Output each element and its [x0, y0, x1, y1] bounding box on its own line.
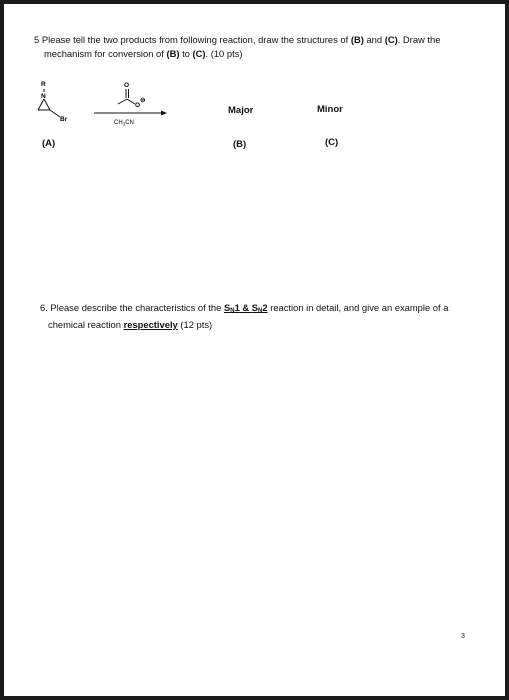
atom-r: R — [41, 81, 46, 88]
q5-ref-c: (C) — [384, 34, 398, 45]
q6-text: 6. Please describe the characteristics of the — [40, 302, 224, 313]
q6-line-2 — [40, 318, 480, 332]
q5-text-and: and — [363, 34, 385, 45]
q5-text-points: . (10 pts) — [205, 48, 243, 59]
label-b: (B) — [233, 139, 247, 150]
label-c: (C) — [325, 137, 339, 148]
minor-label: Minor — [317, 104, 343, 115]
q6-text-2: chemical reaction — [48, 319, 124, 330]
atom-br: Br — [60, 116, 68, 123]
atom-n: N — [41, 93, 46, 100]
q5-text: 5 Please tell the two products from following reaction, draw the structures of — [34, 34, 351, 45]
q5-text-2: mechanism for conversion of — [44, 48, 167, 59]
label-a: (A) — [42, 138, 56, 149]
reaction-arrow — [94, 111, 167, 116]
major-label: Major — [228, 105, 254, 116]
atom-o-anion: O — [135, 102, 141, 109]
sn1-sn2-term: SN1 & SN2 — [223, 302, 268, 314]
solvent-label: $CH_3CN$ — [114, 120, 134, 127]
page-number: 3 — [461, 633, 465, 640]
respectively-term: respectively — [123, 319, 178, 330]
q5-ref-c-2: (C) — [192, 48, 206, 59]
q5-ref-b: (B) — [350, 34, 364, 45]
question-6 — [40, 301, 480, 332]
q6-text-end: reaction in detail, and give an example of a — [267, 302, 449, 313]
q6-text-points: (12 pts) — [177, 319, 213, 330]
q5-text-to: to — [179, 48, 193, 59]
atom-o-carbonyl: O — [124, 82, 130, 89]
acetate-structure — [118, 89, 135, 104]
q5-ref-b-2: (B) — [166, 48, 180, 59]
negative-charge: ⊖ — [140, 97, 146, 104]
q5-text-end: . Draw the — [397, 34, 441, 45]
